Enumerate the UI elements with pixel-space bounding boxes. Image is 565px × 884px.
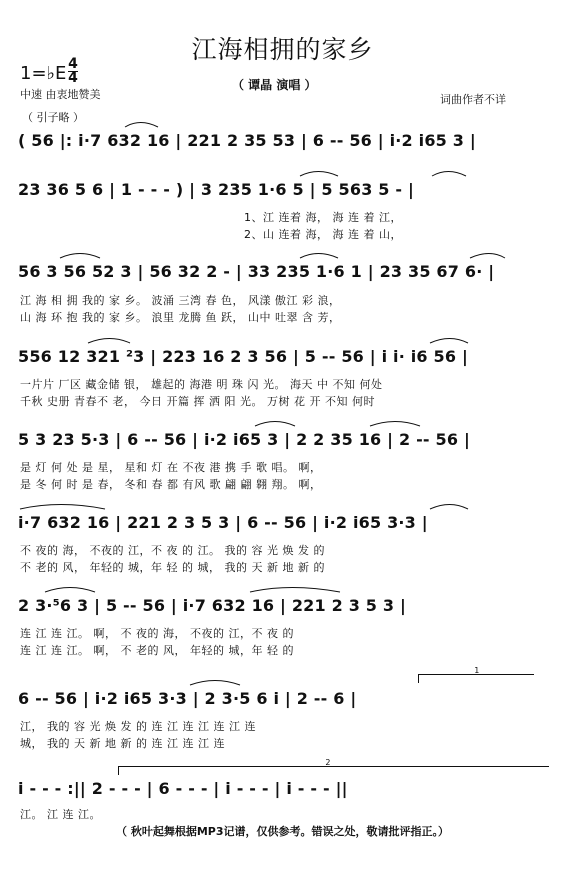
volta-label-2: 2 — [325, 758, 331, 767]
lyrics-line-8-verse-2: 城， 我的 天 新 地 新 的 连 江 连 江 连 — [20, 737, 225, 750]
slur-arc — [250, 588, 340, 593]
lyrics-line-2-verse-2: 2、山 连着 海， 海 连 着 山， — [244, 228, 402, 241]
notation-line-9: i - - - :|| 2 - - - | 6 - - - | i - - - | i - - - || — [18, 779, 348, 798]
lyrics-line-6-verse-1: 不 夜的 海， 不夜的 江，不 夜 的 江。 我的 容 光 焕 发 的 — [20, 544, 325, 557]
lyrics-line-4-verse-2: 千秋 史册 青春不 老， 今日 开篇 挥 洒 阳 光。 万树 花 开 不知 何时 — [20, 395, 375, 408]
lyrics-line-3-verse-1: 江 海 相 拥 我的 家 乡。 波涌 三湾 春 色， 风漾 傲江 彩 浪， — [20, 294, 341, 307]
slur-arc — [255, 422, 295, 427]
notation-line-5: 5 3 23 5·3 | 6 -- 56 | i·2 i65 3 | 2 2 35 16 | 2 -- 56 | — [18, 430, 471, 449]
lyrics-line-4-verse-1: 一片片 厂区 藏金储 银， 雄起的 海港 明 珠 闪 光。 海天 中 不知 何处 — [20, 378, 383, 391]
lyrics-line-9: 江。 江 连 江。 — [20, 808, 101, 821]
slur-arc — [88, 339, 130, 344]
time-signature-bottom: 4 — [68, 70, 78, 86]
slur-arc — [370, 422, 420, 427]
notation-line-1: ( 56 |: i·7 632 16 | 221 2 35 53 | 6 -- 56 | i·2 i65 3 | — [18, 131, 476, 150]
slur-arc — [300, 254, 338, 259]
notation-line-4: 556 12 321 ²3 | 223 16 2 3 56 | 5 -- 56 | i i· i6 56 | — [18, 347, 469, 366]
slur-arc — [60, 254, 100, 259]
notation-line-3: 56 3 56 52 3 | 56 32 2 - | 33 235 1·6 1 | 23 35 67 6· | — [18, 262, 495, 281]
volta-label-1: 1 — [474, 666, 480, 675]
slur-arc — [20, 505, 105, 510]
tempo-marking: 中速 由衷地赞美 — [20, 88, 101, 101]
slur-arc — [430, 505, 468, 510]
slur-arc — [430, 339, 468, 344]
time-signature-top: 4 — [68, 56, 78, 72]
slur-arc — [300, 172, 338, 177]
lyrics-line-6-verse-2: 不 老的 风， 年轻的 城，年 轻 的 城， 我的 天 新 地 新 的 — [20, 561, 325, 574]
slur-arc — [125, 123, 158, 128]
lyrics-line-5-verse-2: 是 冬 何 时 是 春， 冬和 春 都 有风 歌 翩 翩 翱 翔。 啊， — [20, 478, 322, 491]
singer-credit: （ 谭晶 演唱 ） — [232, 78, 317, 92]
song-title: 江海相拥的家乡 — [191, 35, 374, 64]
lyrics-line-2-verse-1: 1、江 连着 海， 海 连 着 江， — [244, 211, 402, 224]
notation-line-7: 2 3·⁵6 3 | 5 -- 56 | i·7 632 16 | 221 2 3 5 3 | — [18, 596, 407, 615]
intro-note: （ 引子略 ） — [22, 111, 84, 124]
lyrics-line-7-verse-2: 连 江 连 江。 啊， 不 老的 风， 年轻的 城，年 轻 的 — [20, 644, 294, 657]
slur-arc — [45, 588, 95, 593]
slur-arc — [432, 172, 466, 177]
lyrics-line-5-verse-1: 是 灯 何 处 是 星， 星和 灯 在 不夜 港 携 手 歌 唱。 啊， — [20, 461, 322, 474]
author-credit: 词曲作者不详 — [440, 93, 506, 106]
lyrics-line-8-verse-1: 江， 我的 容 光 焕 发 的 连 江 连 江 连 江 连 — [20, 720, 256, 733]
transcription-note: （ 秋叶起舞根据MP3记谱，仅供参考。错误之处，敬请批评指正。） — [116, 825, 449, 838]
lyrics-line-7-verse-1: 连 江 连 江。 啊， 不 夜的 海， 不夜的 江，不 夜 的 — [20, 627, 294, 640]
notation-line-8: 6 -- 56 | i·2 i65 3·3 | 2 3·5 6 i | 2 -- 6 | — [18, 689, 357, 708]
notation-line-2: 23 36 5 6 | 1 - - - ) | 3 235 1·6 5 | 5 563 5 - | — [18, 180, 415, 199]
slur-arc — [190, 681, 240, 686]
lyrics-line-3-verse-2: 山 海 环 抱 我的 家 乡。 浪里 龙腾 鱼 跃， 山中 吐翠 含 芳， — [20, 311, 341, 324]
key-signature: 1=♭E — [20, 63, 67, 84]
notation-line-6: i·7 632 16 | 221 2 3 5 3 | 6 -- 56 | i·2 i65 3·3 | — [18, 513, 428, 532]
slur-arc — [470, 254, 505, 259]
